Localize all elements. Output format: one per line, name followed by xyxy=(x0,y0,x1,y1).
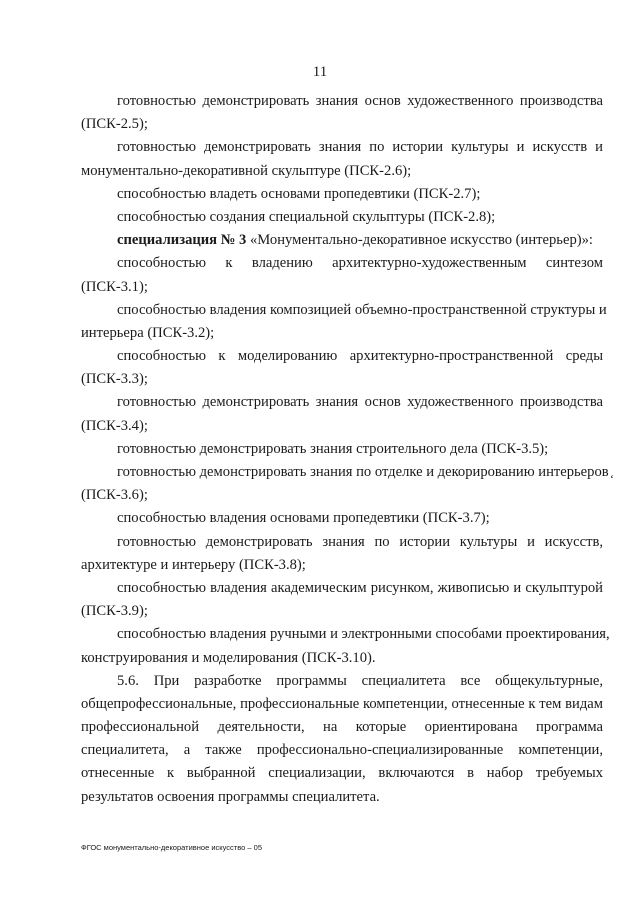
line-text: способностью владеть основами пропедевтики (ПСК-2.7); xyxy=(117,185,481,202)
line-text: (ПСК-3.9); xyxy=(81,603,148,620)
line-text: способностью владения ручными и электронными способами проектирования, xyxy=(117,626,610,643)
line-text: (ПСК-3.3); xyxy=(81,371,148,388)
line-text: готовностью демонстрировать знания строительного дела (ПСК-3.5); xyxy=(117,440,549,457)
line-text: общепрофессиональные, профессиональные компетенции, отнесенные к тем видам xyxy=(81,695,603,712)
line-text: отнесенные к выбранной специализации, включаются в набор требуемых xyxy=(81,765,603,782)
text-line xyxy=(81,136,603,159)
line-text: монументально-декоративной скульптуре (ПСК-2.6); xyxy=(81,162,412,179)
text-line xyxy=(81,322,603,345)
text-line xyxy=(81,113,603,136)
text-line xyxy=(81,276,603,299)
text-line xyxy=(81,716,603,739)
text-line xyxy=(81,438,603,461)
page-number: 11 xyxy=(312,64,328,80)
text-line xyxy=(81,368,603,391)
line-text: способностью владения композицией объемно-пространственной структуры и xyxy=(117,301,607,318)
text-line xyxy=(81,183,603,206)
line-text: (ПСК-3.4); xyxy=(81,417,148,434)
text-line xyxy=(81,670,603,693)
line-text: интерьера (ПСК-3.2); xyxy=(81,324,215,341)
text-line xyxy=(81,206,603,229)
line-text: готовностью демонстрировать знания по истории культуры и искусств, xyxy=(117,533,603,550)
text-line xyxy=(81,693,603,716)
text-line xyxy=(81,762,603,785)
line-text: специалитета, а также профессионально-специализированные компетенции, xyxy=(81,742,603,759)
bold-heading: специализация № 3 xyxy=(117,232,247,249)
line-text: 5.6. При разработке программы специалитета все общекультурные, xyxy=(117,672,603,689)
line-text: способностью создания специальной скульптуры (ПСК-2.8); xyxy=(117,208,496,225)
line-text: готовностью демонстрировать знания основ художественного производства xyxy=(117,394,603,411)
footer-text: ФГОС монументально-декоративное искусство – 05 xyxy=(81,843,262,852)
line-text: готовностью демонстрировать знания по истории культуры и искусств и xyxy=(117,139,603,156)
text-line xyxy=(81,739,603,762)
text-line xyxy=(81,229,603,252)
line-text: (ПСК-3.6); xyxy=(81,487,148,504)
text-line xyxy=(81,507,603,530)
line-text: готовностью демонстрировать знания основ художественного производства xyxy=(117,93,603,109)
line-text: конструирования и моделирования (ПСК-3.10). xyxy=(81,649,376,666)
text-line xyxy=(81,647,603,670)
line-text: (ПСК-3.1); xyxy=(81,278,148,295)
text-line xyxy=(81,90,603,113)
text-line xyxy=(81,554,603,577)
line-text: (ПСК-2.5); xyxy=(81,116,148,133)
line-text: способностью владения академическим рисунком, живописью и скульптурой xyxy=(117,579,603,596)
stray-mark: ʻ xyxy=(610,472,614,486)
line-text: готовностью демонстрировать знания по отделке и декорированию интерьеров xyxy=(117,464,609,480)
line-text: способностью к моделированию архитектурно-пространственной среды xyxy=(117,348,603,365)
text-line xyxy=(81,252,603,275)
line-text: архитектуре и интерьеру (ПСК-3.8); xyxy=(81,556,306,573)
text-line xyxy=(81,461,609,484)
text-line xyxy=(81,623,610,646)
line-text: «Монументально-декоративное искусство (интерьер)»: xyxy=(250,232,593,249)
text-line xyxy=(81,786,603,809)
text-line xyxy=(81,600,603,623)
line-text: профессиональной деятельности, на которые ориентирована программа xyxy=(81,719,603,736)
text-line xyxy=(81,531,603,554)
line-text: результатов освоения программы специалитета. xyxy=(81,788,380,805)
text-line xyxy=(81,391,603,414)
text-line xyxy=(81,160,603,183)
line-text: способностью владения основами пропедевтики (ПСК-3.7); xyxy=(117,510,490,527)
text-line xyxy=(81,484,603,507)
line-text: способностью к владению архитектурно-художественным синтезом xyxy=(117,255,603,272)
text-line xyxy=(81,415,603,438)
text-line xyxy=(81,299,607,322)
body-text xyxy=(81,90,610,809)
text-line xyxy=(81,345,603,368)
text-line xyxy=(81,577,603,600)
